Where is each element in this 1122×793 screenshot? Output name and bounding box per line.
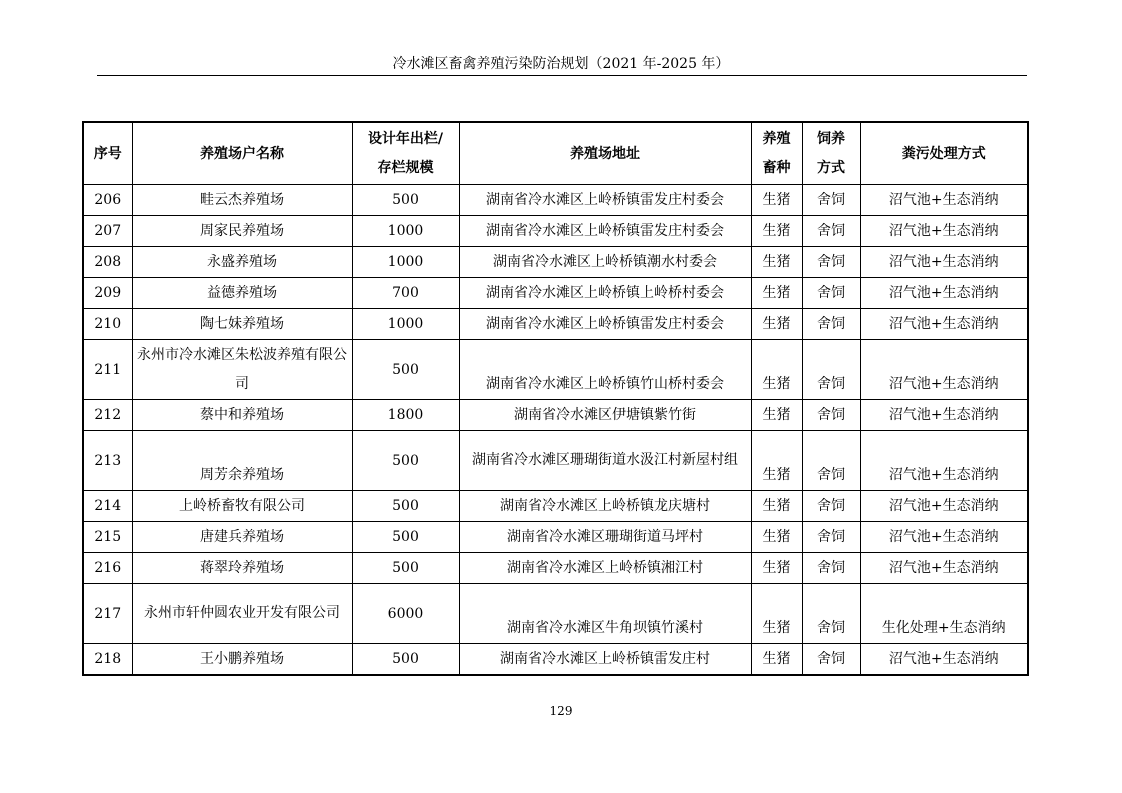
table-row xyxy=(83,491,1028,522)
cell-feeding: 舍饲 xyxy=(802,185,860,216)
cell-address: 湖南省冷水滩区珊瑚街道马坪村 xyxy=(459,522,751,553)
cell-address: 湖南省冷水滩区上岭桥镇上岭桥村委会 xyxy=(459,278,751,309)
cell-address: 湖南省冷水滩区上岭桥镇潮水村委会 xyxy=(459,247,751,278)
cell-no: 214 xyxy=(83,491,132,522)
cell-scale: 500 xyxy=(352,431,459,491)
cell-species: 生猪 xyxy=(751,522,802,553)
column-header-scale xyxy=(352,122,459,185)
cell-species: 生猪 xyxy=(751,216,802,247)
cell-scale: 500 xyxy=(352,491,459,522)
cell-farm-name: 周家民养殖场 xyxy=(132,216,352,247)
cell-treatment: 沼气池+生态消纳 xyxy=(860,185,1028,216)
cell-species: 生猪 xyxy=(751,400,802,431)
table-row xyxy=(83,185,1028,216)
cell-no: 216 xyxy=(83,553,132,584)
cell-no: 209 xyxy=(83,278,132,309)
cell-farm-name: 永州市轩仲圆农业开发有限公司 xyxy=(132,584,352,644)
cell-no: 215 xyxy=(83,522,132,553)
cell-no: 206 xyxy=(83,185,132,216)
cell-no: 218 xyxy=(83,644,132,676)
cell-treatment: 沼气池+生态消纳 xyxy=(860,216,1028,247)
cell-scale: 700 xyxy=(352,278,459,309)
table-row xyxy=(83,553,1028,584)
table-row xyxy=(83,309,1028,340)
cell-no: 213 xyxy=(83,431,132,491)
cell-treatment: 沼气池+生态消纳 xyxy=(860,400,1028,431)
cell-no: 212 xyxy=(83,400,132,431)
cell-species: 生猪 xyxy=(751,644,802,676)
cell-treatment: 沼气池+生态消纳 xyxy=(860,431,1028,491)
column-header-species-line1: 养殖 xyxy=(762,130,791,147)
cell-feeding: 舍饲 xyxy=(802,247,860,278)
cell-feeding: 舍饲 xyxy=(802,584,860,644)
cell-no: 211 xyxy=(83,340,132,400)
column-header-species-line2: 畜种 xyxy=(762,159,791,176)
cell-feeding: 舍饲 xyxy=(802,400,860,431)
table-row xyxy=(83,644,1028,676)
cell-no: 217 xyxy=(83,584,132,644)
cell-feeding: 舍饲 xyxy=(802,278,860,309)
table-row xyxy=(83,247,1028,278)
column-header-address: 养殖场地址 xyxy=(459,122,751,185)
cell-scale: 500 xyxy=(352,522,459,553)
cell-scale: 500 xyxy=(352,553,459,584)
cell-feeding: 舍饲 xyxy=(802,431,860,491)
cell-address: 湖南省冷水滩区牛角坝镇竹溪村 xyxy=(459,584,751,644)
cell-farm-name: 永盛养殖场 xyxy=(132,247,352,278)
cell-feeding: 舍饲 xyxy=(802,216,860,247)
cell-address: 湖南省冷水滩区伊塘镇紫竹街 xyxy=(459,400,751,431)
document-header-title: 冷水滩区畜禽养殖污染防治规划（2021 年-2025 年） xyxy=(392,56,730,72)
cell-treatment: 沼气池+生态消纳 xyxy=(860,491,1028,522)
header-divider xyxy=(97,75,1027,76)
cell-treatment: 沼气池+生态消纳 xyxy=(860,553,1028,584)
cell-species: 生猪 xyxy=(751,247,802,278)
cell-treatment: 生化处理+生态消纳 xyxy=(860,584,1028,644)
cell-farm-name: 周芳余养殖场 xyxy=(132,431,352,491)
cell-farm-name: 益德养殖场 xyxy=(132,278,352,309)
cell-farm-name: 蔡中和养殖场 xyxy=(132,400,352,431)
column-header-scale-line1: 设计年出栏/ xyxy=(367,130,444,147)
cell-farm-name: 蒋翠玲养殖场 xyxy=(132,553,352,584)
cell-species: 生猪 xyxy=(751,309,802,340)
cell-feeding: 舍饲 xyxy=(802,553,860,584)
cell-feeding: 舍饲 xyxy=(802,644,860,676)
table-row xyxy=(83,216,1028,247)
cell-scale: 1000 xyxy=(352,309,459,340)
cell-treatment: 沼气池+生态消纳 xyxy=(860,309,1028,340)
column-header-feeding-line1: 饲养 xyxy=(817,130,845,147)
column-header-name: 养殖场户名称 xyxy=(132,122,352,185)
table-header-row xyxy=(83,122,1028,185)
table-row xyxy=(83,278,1028,309)
cell-species: 生猪 xyxy=(751,431,802,491)
table-row xyxy=(83,340,1028,400)
table-row xyxy=(83,431,1028,491)
column-header-scale-line2: 存栏规模 xyxy=(377,159,434,176)
column-header-no: 序号 xyxy=(83,122,132,185)
cell-scale: 500 xyxy=(352,644,459,676)
cell-treatment: 沼气池+生态消纳 xyxy=(860,644,1028,676)
cell-farm-name: 陶七妹养殖场 xyxy=(132,309,352,340)
table-row xyxy=(83,584,1028,644)
cell-feeding: 舍饲 xyxy=(802,340,860,400)
cell-species: 生猪 xyxy=(751,185,802,216)
cell-address: 湖南省冷水滩区上岭桥镇雷发庄村委会 xyxy=(459,309,751,340)
page-number: 129 xyxy=(549,704,573,718)
column-header-treatment: 粪污处理方式 xyxy=(860,122,1028,185)
column-header-species xyxy=(751,122,802,185)
cell-species: 生猪 xyxy=(751,553,802,584)
cell-farm-name: 唐建兵养殖场 xyxy=(132,522,352,553)
cell-treatment: 沼气池+生态消纳 xyxy=(860,522,1028,553)
cell-farm-name: 王小鹏养殖场 xyxy=(132,644,352,676)
cell-feeding: 舍饲 xyxy=(802,309,860,340)
cell-farm-name: 上岭桥畜牧有限公司 xyxy=(132,491,352,522)
cell-farm-name: 畦云杰养殖场 xyxy=(132,185,352,216)
cell-species: 生猪 xyxy=(751,278,802,309)
cell-address: 湖南省冷水滩区上岭桥镇湘江村 xyxy=(459,553,751,584)
table-row xyxy=(83,522,1028,553)
table-row xyxy=(83,400,1028,431)
cell-treatment: 沼气池+生态消纳 xyxy=(860,247,1028,278)
cell-no: 210 xyxy=(83,309,132,340)
cell-treatment: 沼气池+生态消纳 xyxy=(860,278,1028,309)
cell-scale: 1000 xyxy=(352,247,459,278)
cell-scale: 6000 xyxy=(352,584,459,644)
cell-feeding: 舍饲 xyxy=(802,522,860,553)
livestock-farm-table xyxy=(82,121,1029,676)
column-header-feeding xyxy=(802,122,860,185)
cell-species: 生猪 xyxy=(751,584,802,644)
cell-no: 207 xyxy=(83,216,132,247)
cell-address: 湖南省冷水滩区上岭桥镇雷发庄村 xyxy=(459,644,751,676)
cell-farm-name: 永州市冷水滩区朱松波养殖有限公司 xyxy=(132,340,352,400)
cell-feeding: 舍饲 xyxy=(802,491,860,522)
cell-address: 湖南省冷水滩区上岭桥镇雷发庄村委会 xyxy=(459,185,751,216)
cell-address: 湖南省冷水滩区上岭桥镇龙庆塘村 xyxy=(459,491,751,522)
cell-scale: 500 xyxy=(352,340,459,400)
cell-no: 208 xyxy=(83,247,132,278)
cell-address: 湖南省冷水滩区上岭桥镇雷发庄村委会 xyxy=(459,216,751,247)
cell-treatment: 沼气池+生态消纳 xyxy=(860,340,1028,400)
cell-species: 生猪 xyxy=(751,340,802,400)
cell-scale: 1800 xyxy=(352,400,459,431)
cell-scale: 500 xyxy=(352,185,459,216)
cell-address: 湖南省冷水滩区上岭桥镇竹山桥村委会 xyxy=(459,340,751,400)
cell-address: 湖南省冷水滩区珊瑚街道水汲江村新屋村组 xyxy=(459,431,751,491)
cell-species: 生猪 xyxy=(751,491,802,522)
cell-scale: 1000 xyxy=(352,216,459,247)
column-header-feeding-line2: 方式 xyxy=(817,159,845,176)
